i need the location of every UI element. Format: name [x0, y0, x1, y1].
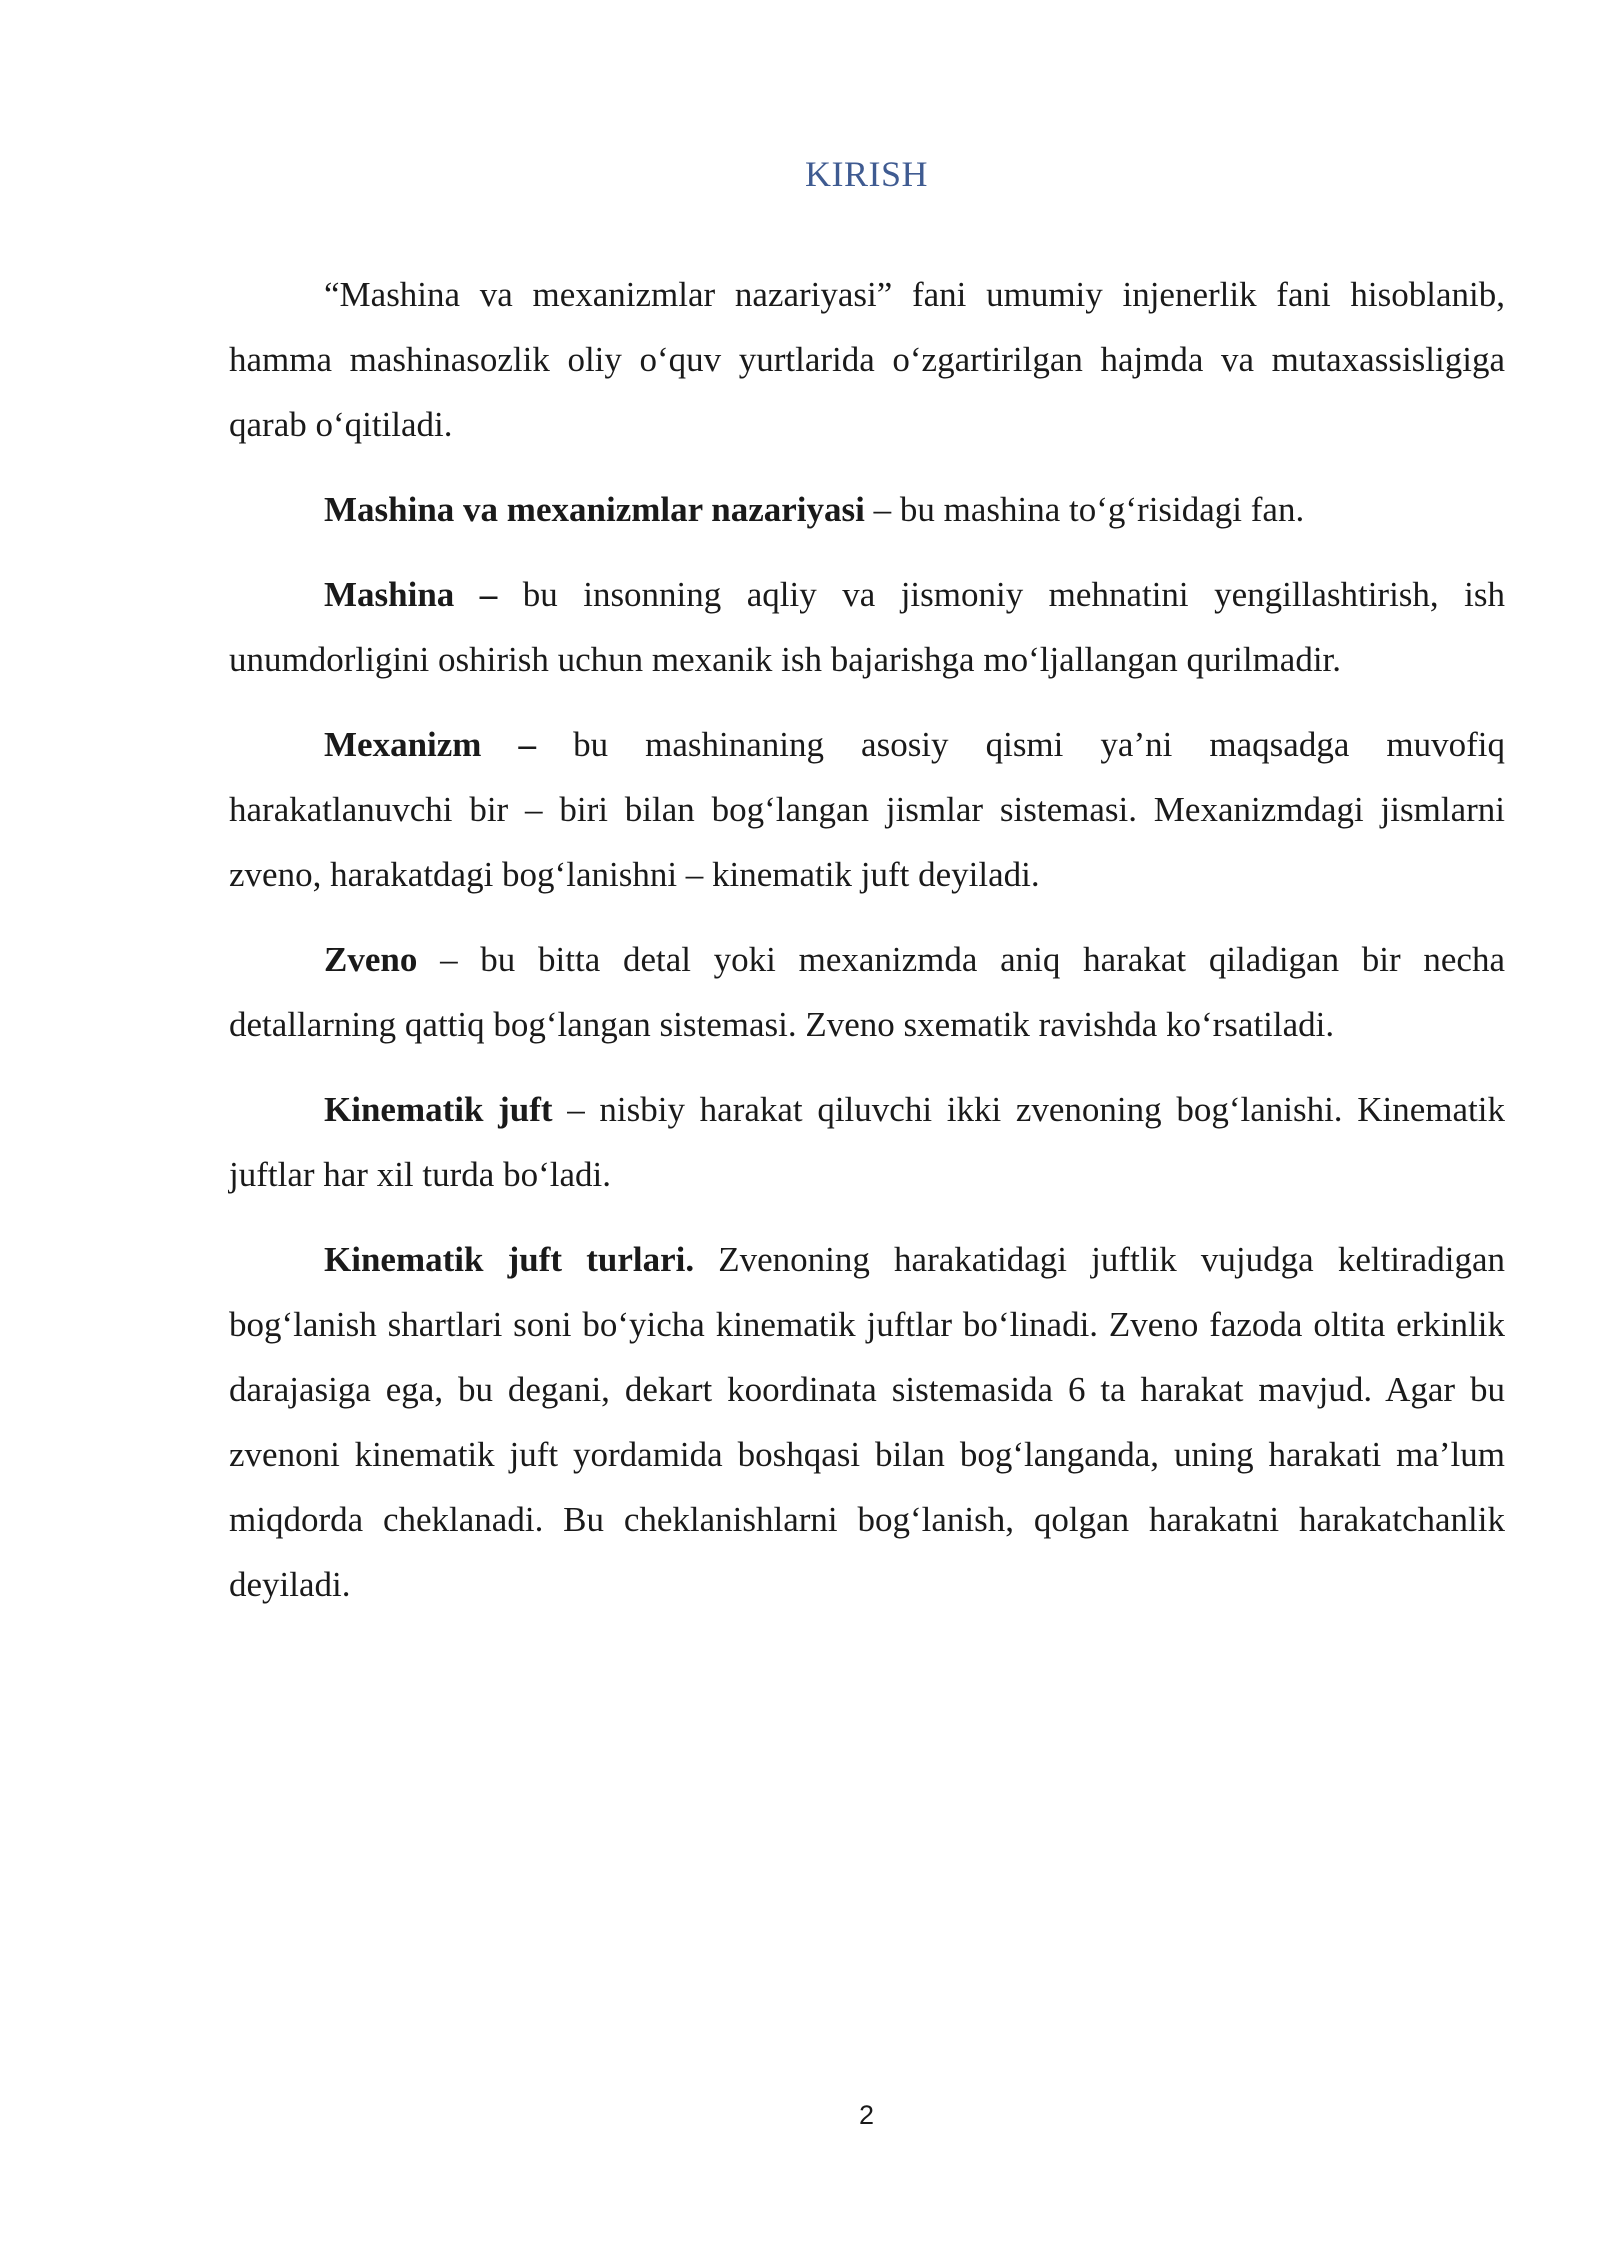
paragraph-term: Mashina – [324, 575, 498, 614]
paragraph-text: Zvenoning harakatidagi juftlik vujudga keltiradigan bog‘lanish shartlari soni bo‘yicha kinematik juftlar bo‘linadi. Zveno fazoda oltita erkinlik darajasiga ega, bu degani, dekart koordinata sistemasida 6 ta harakat mavjud. Agar bu zvenoni kinematik juft yordamida boshqasi bilan bog‘langanda, uning harakati ma’lum miqdorda cheklanadi. Bu cheklanishlarni bog‘lanish, qolgan harakatni harakatchanlik deyiladi. [229, 1240, 1505, 1604]
paragraph-intro [229, 262, 1505, 457]
paragraph-text: – bu bitta detal yoki mexanizmda aniq harakat qiladigan bir necha detallarning qattiq bog‘langan sistemasi. Zveno sxematik ravishda ko‘rsatiladi. [229, 940, 1505, 1044]
paragraph-term: Mashina va mexanizmlar nazariyasi [324, 490, 865, 529]
paragraph-definition-theory [229, 477, 1505, 542]
paragraph-term: Kinematik juft turlari. [324, 1240, 695, 1279]
paragraph-definition-link [229, 927, 1505, 1057]
paragraph-definition-mechanism [229, 712, 1505, 907]
paragraph-term: Kinematik juft [324, 1090, 553, 1129]
paragraph-text: – bu mashina to‘g‘risidagi fan. [864, 490, 1305, 529]
paragraph-text: bu mashinaning asosiy qismi ya’ni maqsadga muvofiq harakatlanuvchi bir – biri bilan bog‘langan jismlar sistemasi. Mexanizmdagi jismlarni zveno, harakatdagi bog‘lanishni – kinematik juft deyiladi. [229, 725, 1506, 894]
paragraph-term: Zveno [324, 940, 418, 979]
paragraph-term: Mexanizm – [324, 725, 537, 764]
paragraph-definition-kinematic-pair [229, 1077, 1505, 1207]
page-number: 2 [858, 2100, 875, 2130]
body-text [229, 262, 1505, 1637]
paragraph-text: “Mashina va mexanizmlar nazariyasi” fani umumiy injenerlik fani hisoblanib, hamma mashinasozlik oliy o‘quv yurtlarida o‘zgartirilgan hajmda va mutaxassisligiga qarab o‘qitiladi. [229, 275, 1505, 444]
paragraph-definition-machine [229, 562, 1505, 692]
section-heading: KIRISH [804, 154, 928, 194]
paragraph-text: bu insonning aqliy va jismoniy mehnatini yengillashtirish, ish unumdorligini oshirish uchun mexanik ish bajarishga mo‘ljallangan qurilmadir. [229, 575, 1505, 679]
paragraph-kinematic-pair-types [229, 1227, 1505, 1617]
paragraph-text: – nisbiy harakat qiluvchi ikki zvenoning bog‘lanishi. Kinematik juftlar har xil turda bo‘ladi. [229, 1090, 1505, 1194]
